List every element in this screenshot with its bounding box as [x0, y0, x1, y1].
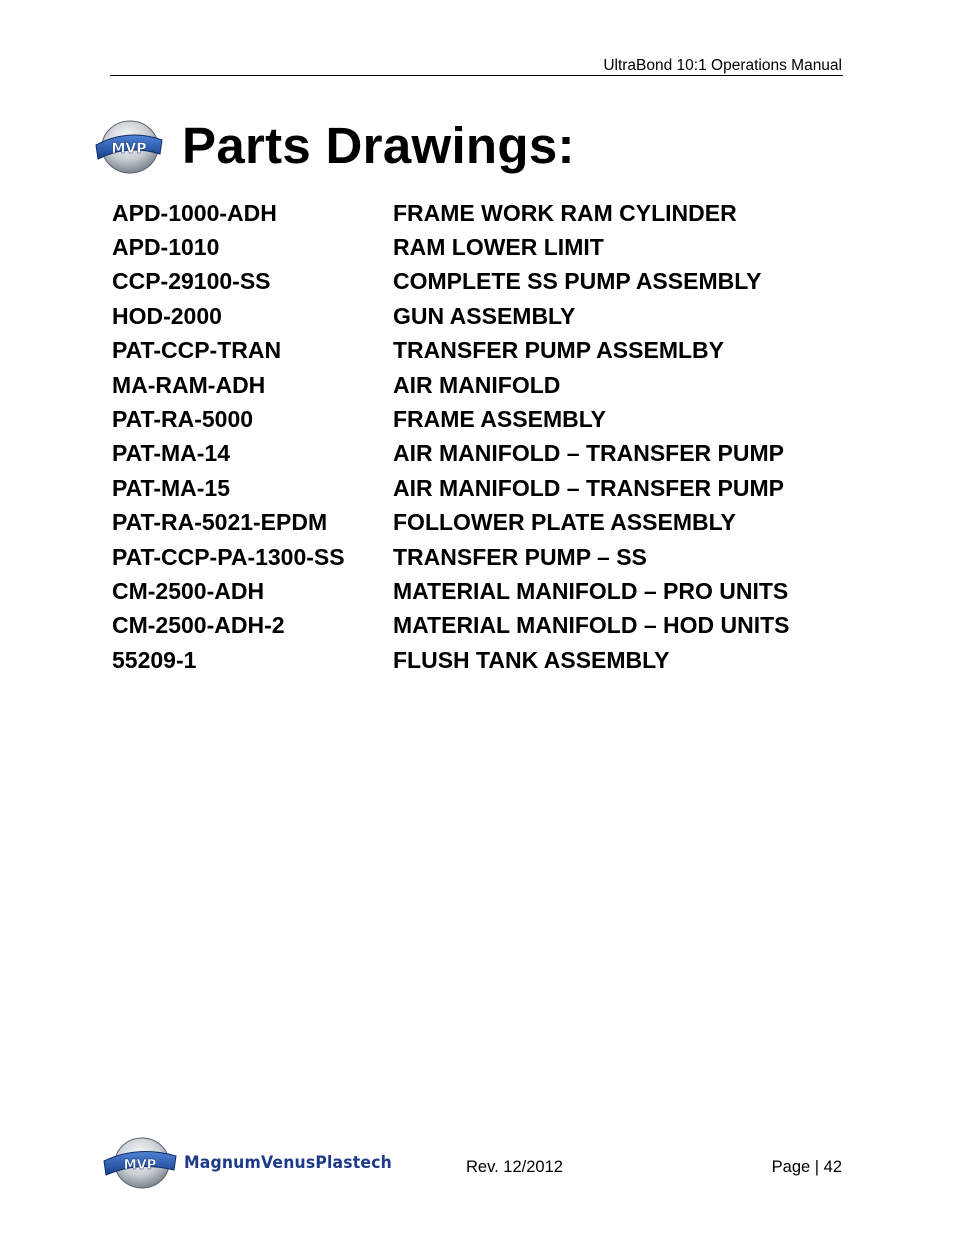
list-item [112, 540, 852, 574]
list-item [112, 230, 852, 264]
document-title: UltraBond 10:1 Operations Manual [603, 57, 842, 74]
list-item [112, 471, 852, 505]
list-item [112, 437, 852, 471]
part-description: FOLLOWER PLATE ASSEMBLY [393, 509, 736, 536]
list-item [112, 643, 852, 677]
part-description: GUN ASSEMBLY [393, 302, 576, 329]
section-heading [92, 110, 575, 180]
part-number: PAT-CCP-PA-1300-SS [112, 543, 345, 570]
list-item [112, 609, 852, 643]
list-item [112, 402, 852, 436]
part-number: PAT-CCP-TRAN [112, 337, 282, 364]
part-description: COMPLETE SS PUMP ASSEMBLY [393, 268, 762, 295]
part-description: TRANSFER PUMP ASSEMLBY [393, 337, 724, 364]
part-description: FRAME ASSEMBLY [393, 406, 606, 433]
list-item [112, 299, 852, 333]
list-item [112, 265, 852, 299]
list-item [112, 334, 852, 368]
page-number: Page | 42 [771, 1158, 842, 1176]
part-description: MATERIAL MANIFOLD – PRO UNITS [393, 577, 789, 604]
part-number: PAT-MA-14 [112, 440, 230, 467]
part-number: APD-1010 [112, 234, 220, 261]
header-divider [110, 75, 843, 76]
part-number: MA-RAM-ADH [112, 371, 266, 398]
part-description: AIR MANIFOLD [393, 371, 561, 398]
part-description: MATERIAL MANIFOLD – HOD UNITS [393, 612, 790, 639]
logo-text: MVP [111, 141, 147, 157]
part-number: PAT-RA-5021-EPDM [112, 509, 328, 536]
page-title: Parts Drawings: [182, 116, 575, 174]
part-number: CM-2500-ADH-2 [112, 612, 285, 639]
brand-name: MagnumVenusPlastech [184, 1153, 392, 1173]
mvp-logo-icon [100, 1133, 178, 1193]
part-number: CCP-29100-SS [112, 268, 271, 295]
revision-date: Rev. 12/2012 [466, 1158, 563, 1176]
list-item [112, 368, 852, 402]
list-item [112, 574, 852, 608]
list-item [112, 196, 852, 230]
part-description: FRAME WORK RAM CYLINDER [393, 199, 737, 226]
part-description: RAM LOWER LIMIT [393, 234, 604, 261]
part-number: APD-1000-ADH [112, 199, 277, 226]
part-description: TRANSFER PUMP – SS [393, 543, 647, 570]
part-description: FLUSH TANK ASSEMBLY [393, 646, 670, 673]
footer-logo [100, 1133, 410, 1193]
part-number: 55209-1 [112, 646, 197, 673]
part-description: AIR MANIFOLD – TRANSFER PUMP [393, 440, 784, 467]
part-number: PAT-RA-5000 [112, 406, 254, 433]
logo-text: MVP [123, 1158, 157, 1173]
part-number: HOD-2000 [112, 302, 222, 329]
part-description: AIR MANIFOLD – TRANSFER PUMP [393, 474, 784, 501]
part-number: PAT-MA-15 [112, 474, 230, 501]
mvp-logo-icon [92, 114, 164, 176]
list-item [112, 506, 852, 540]
parts-list [112, 196, 852, 677]
part-number: CM-2500-ADH [112, 577, 265, 604]
